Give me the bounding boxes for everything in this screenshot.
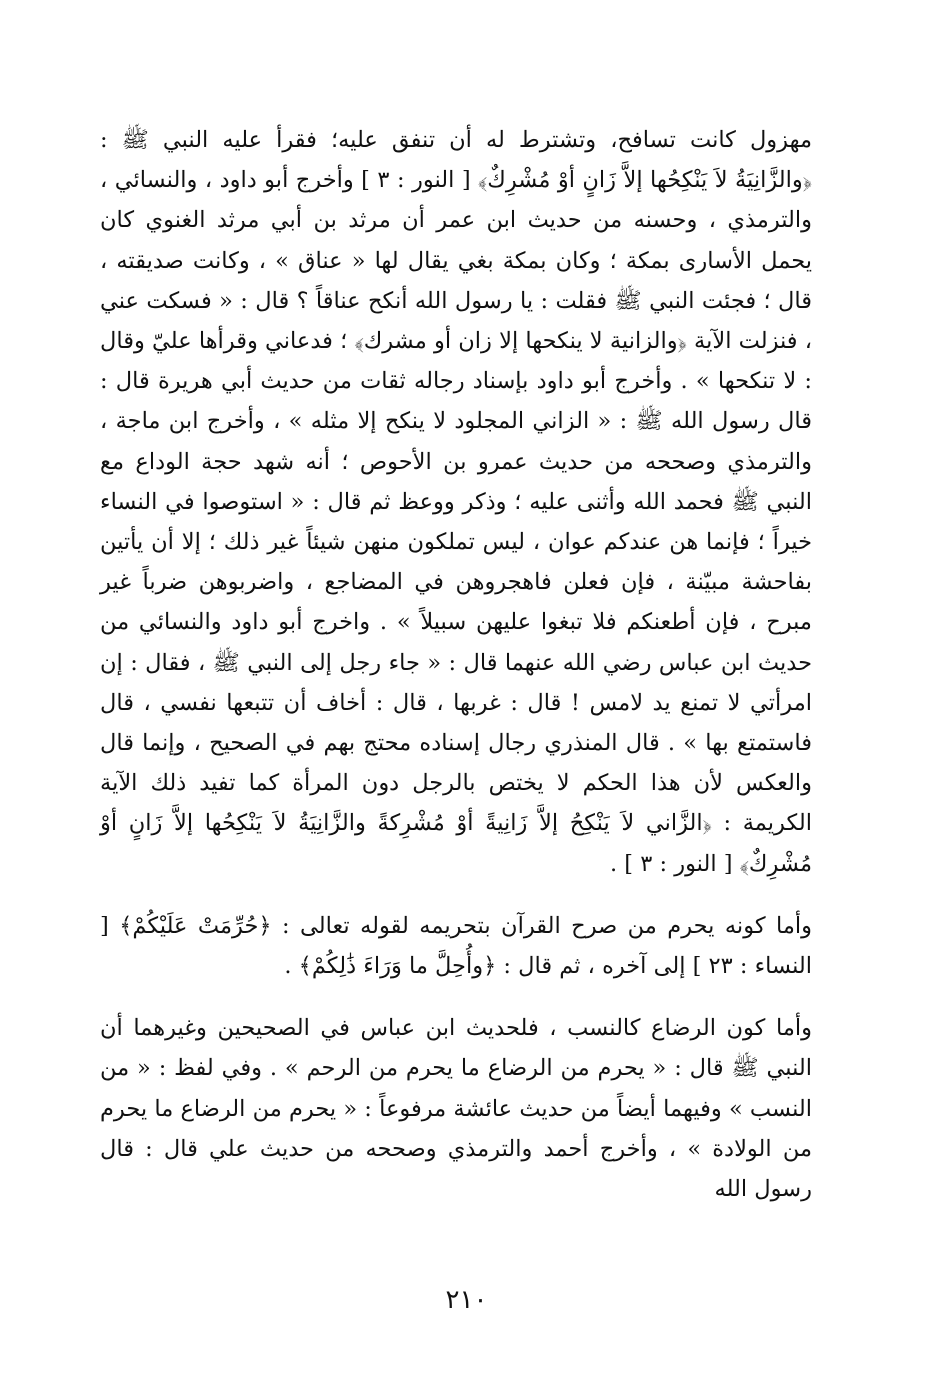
paragraph-2: وأما كونه يحرم من صرح القرآن بتحريمه لقوله تعالى : ﴿حُرِّمَتْ عَلَيْكُمْ﴾ [ النساء : ٢٣ ] إلى آخره ، ثم قال : ﴿وأُحِلَّ ما وَرَاءَ ذَٰلِكُمْ﴾ .: [100, 912, 812, 980]
paragraph-1: مهزول كانت تسافح، وتشترط له أن تنفق عليه؛ فقرأ عليه النبي ﷺ : ﴿والزَّانِيَةُ لاَ يَنْكِحُها إلاَّ زَانٍ أوْ مُشْرِكٌ﴾ [ النور : ٣ ] وأخرج أبو داود ، والنسائي ، والترمذي ، وحسنه من حديث ابن عمر أن مرثد بن أبي مرثد الغنوي كان يحمل الأسارى بمكة ؛ وكان بمكة بغي يقال لها « عناق » ، وكانت صديقته ، قال ؛ فجئت النبي ﷺ فقلت : يا رسول الله أنكح عناقاً ؟ قال : « فسكت عني ، فنزلت الآية ﴿والزانية لا ينكحها إلا زان أو مشرك﴾ ؛ فدعاني وقرأها عليّ وقال : لا تنكحها » . وأخرج أبو داود بإسناد رجاله ثقات من حديث أبي هريرة قال : قال رسول الله ﷺ : « الزاني المجلود لا ينكح إلا مثله » ، وأخرج ابن ماجة ، والترمذي وصححه من حديث عمرو بن الأحوص ؛ أنه شهد حجة الوداع مع النبي ﷺ فحمد الله وأثنى عليه ؛ وذكر ووعظ ثم قال : « استوصوا في النساء خيراً ؛ فإنما هن عندكم عوان ، ليس تملكون منهن شيئاً غير ذلك ؛ إلا أن يأتين بفاحشة مبيّنة ، فإن فعلن فاهجروهن في المضاجع ، واضربوهن ضرباً غير مبرح ، فإن أطعنكم فلا تبغوا عليهن سبيلاً » . واخرج أبو داود والنسائي من حديث ابن عباس رضي الله عنهما قال : « جاء رجل إلى النبي ﷺ ، فقال : إن امرأتي لا تمنع يد لامس ! قال : غربها ، قال : أخاف أن تتبعها نفسي ، قال فاستمتع بها » . قال المنذري رجال إسناده محتج بهم في الصحيح ، وإنما قال والعكس لأن هذا الحكم لا يختص بالرجل دون المرأة كما تفيد ذلك الآية الكريمة : ﴿الزَّاني لاَ يَنْكِحُ إلاَّ زَانِيةً أوْ مُشْرِكةً والزَّانِيَةُ لاَ يَنْكِحُها إلاَّ زَانٍ أوْ مُشْرِكٌ﴾ [ النور : ٣ ] .: [100, 127, 812, 877]
page-body: [100, 120, 812, 1209]
paragraph-3: وأما كون الرضاع كالنسب ، فلحديث ابن عباس في الصحيحين وغيرهما أن النبي ﷺ قال : « يحرم من الرضاع ما يحرم من الرحم » . وفي لفظ : « من النسب » وفيهما أيضاً من حديث عائشة مرفوعاً : « يحرم من الرضاع ما يحرم من الولادة » ، وأخرج أحمد والترمذي وصححه من حديث علي قال : قال رسول الله: [100, 1015, 812, 1203]
page-number: ٢١٠: [445, 1285, 488, 1315]
